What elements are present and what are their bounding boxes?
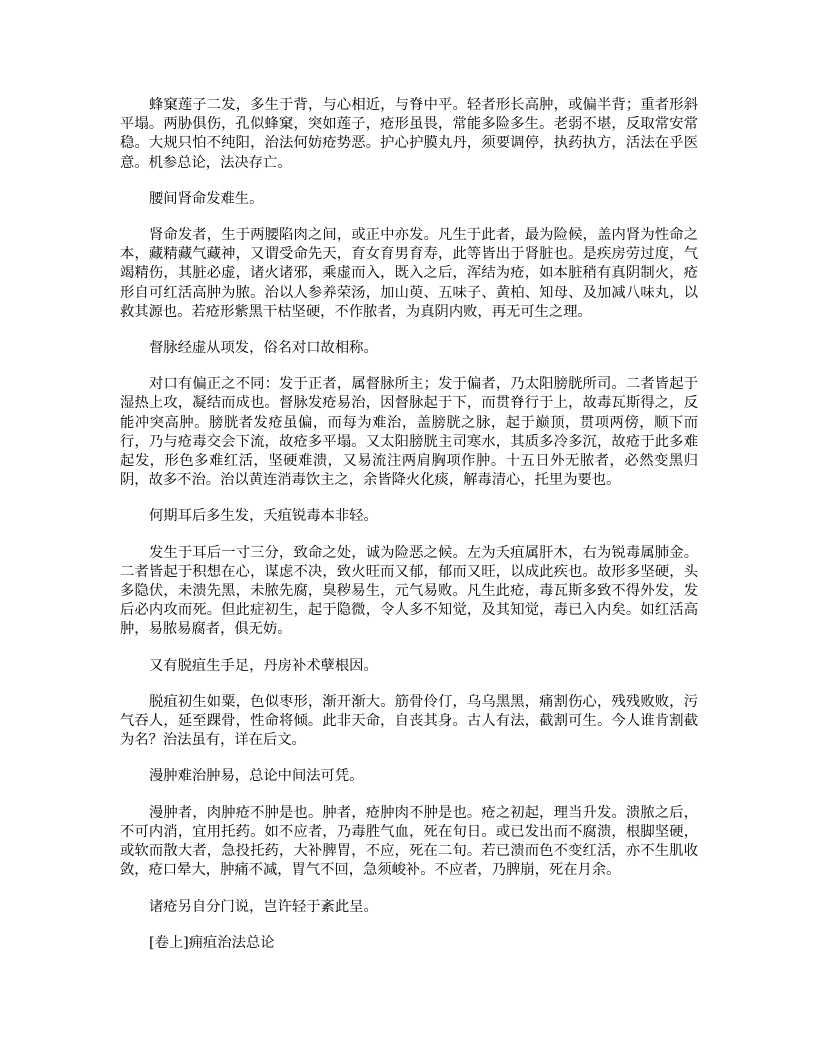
document-page — [120, 96, 698, 970]
paragraph-kidney-life: 肾命发者，生于两腰陷肉之间，或正中亦发。凡生于此者，最为险候，盖内肾为性命之本，藏精藏气藏神，又谓受命先天，育女育男育寿，此等皆出于肾脏也。是疾房劳过度，气竭精伤，其脏必虚，诸火诸邪，乘虚而入，既入之后，浑结为疮，如本脏稍有真阴制火，疮形自可红活高肿为脓。治以人参养荣汤，加山萸、五味子、黄柏、知母、及加减八味丸，以救其源也。若疮形紫黑干枯坚硬，不作脓者，为真阴内败，再无可生之理。 — [120, 227, 698, 320]
verse-kidney-life: 腰间肾命发难生。 — [149, 190, 264, 207]
verse-gangrene: 又有脱疽生手足，丹房补术孽根因。 — [149, 657, 378, 674]
paragraph-behind-ear: 发生于耳后一寸三分，致命之处，诚为险恶之候。左为夭疽属肝木，右为锐毒属肺金。二者皆起于积想在心，谋虑不决，致火旺而又郁，郁而又旺，以成此疾也。故形多坚硬，头多隐伏，未溃先黑，未脓先腐，臭秽易生，元气易败。凡生此疮，毒瓦斯多致不得外发，发后必内攻而死。但此症初生，起于隐微，令人多不知觉，及其知觉，毒已入内矣。如红活高肿，易脓易腐者，俱无妨。 — [120, 544, 698, 638]
verse-behind-ear: 何期耳后多生发，夭疽锐毒本非轻。 — [149, 508, 378, 525]
verse-other-sores: 诸疮另自分门说，岂许轻于紊此呈。 — [149, 898, 378, 915]
paragraph-diffuse-swelling: 漫肿者，肉肿疮不肿是也。肿者，疮肿肉不肿是也。疮之初起，理当升发。溃脓之后，不可内消，宜用托药。如不应者，乃毒胜气血，死在旬日。或已发出而不腐溃，根脚坚硬，或软而散大者，急投托药，大补脾胃，不应，死在二旬。若已溃而色不变红活，亦不生肌收敛，疮口晕大，肿痛不减，胃气不回，急须峻补。不应者，乃脾崩，死在月余。 — [120, 804, 698, 879]
verse-diffuse-swelling: 漫肿难治肿易，总论中间法可凭。 — [149, 768, 364, 785]
section-title: [卷上]痈疽治法总论 — [149, 934, 275, 951]
paragraph-nape-carbuncle: 对口有偏正之不同：发于正者，属督脉所主；发于偏者，乃太阳膀胱所司。二者皆起于湿热上攻，凝结而成也。督脉发疮易治，因督脉起于下，而贯脊行于上，故毒瓦斯得之，反能冲突高肿。膀胱者发疮虽偏，而每为难治，盖膀胱之脉，起于巅顶，贯项两傍，顺下而行，乃与疮毒交会下流，故疮多平塌。又太阳膀胱主司寒水，其质多冷多沉，故疮于此多难起发，形色多难红活，坚硬难溃，又易流注两肩胸项作肿。十五日外无脓者，必然变黑归阴，故多不治。治以黄连消毒饮主之，余皆降火化痰，解毒清心，托里为要也。 — [120, 376, 698, 489]
verse-governor-vessel: 督脉经虚从项发，俗名对口故相称。 — [149, 340, 378, 357]
paragraph-gangrene: 脱疽初生如粟，色似枣形，渐开渐大。筋骨伶仃，乌乌黑黑，痛割伤心，残残败败，污气吞人，延至踝骨，性命将倾。此非天命，自丧其身。古人有法，截割可生。今人谁肯割截为名？治法虽有，详在后文。 — [120, 693, 698, 749]
paragraph-honeycomb-lotus: 蜂窠莲子二发，多生于背，与心相近，与脊中平。轻者形长高肿，或偏半背；重者形斜平塌。两胁俱伤，孔似蜂窠，突如莲子，疮形虽畏，常能多险多生。老弱不堪，反取常安常稳。大规只怕不纯阳，治法何妨疮势恶。护心护膜丸丹，须要调停，执药执方，活法在乎医意。机参总论，法决存亡。 — [120, 97, 698, 171]
